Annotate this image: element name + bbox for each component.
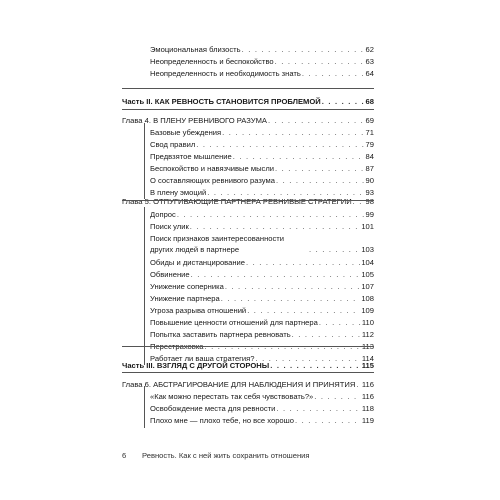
toc-entry: Унижение партнера . . . 108: [150, 293, 374, 304]
chapter-bracket: [144, 123, 145, 199]
toc-entry: Работает ли ваша стратегия? . . . 114: [150, 353, 374, 364]
toc-entry: В плену эмоций . . . 93: [150, 187, 374, 198]
divider: [122, 346, 374, 347]
toc-entry: Свод правил . . . 79: [150, 139, 374, 150]
toc-entry: Плохо мне — плохо тебе, но все хорошо . . . 119: [150, 415, 374, 426]
divider: [122, 109, 374, 110]
toc-entry: Поиск улик . . . 101: [150, 221, 374, 232]
toc-entry: Повышение ценности отношений для партнера . . . 110: [150, 317, 374, 328]
page-footer: [122, 451, 310, 460]
toc-chapter-6: Глава 6. АБСТРАГИРОВАНИЕ ДЛЯ НАБЛЮДЕНИЯ И ПРИНЯТИЯ . . . 116: [122, 379, 374, 390]
toc-entry: Эмоциональная близость . . . 62: [150, 44, 374, 55]
toc-chapter-5: Глава 5. ОТПУГИВАЮЩИЕ ПАРТНЕРА РЕВНИВЫЕ СТРАТЕГИИ . . . 98: [122, 196, 374, 207]
toc-entry: Обвинение . . . 105: [150, 269, 374, 280]
toc-entry: Освобождение места для ревности . . . 118: [150, 403, 374, 414]
toc-entry: «Как можно перестать так себя чувствовать?» . . . 116: [150, 391, 374, 402]
toc-entry: Базовые убеждения . . . 71: [150, 127, 374, 138]
divider: [122, 372, 374, 373]
toc-entry: Угроза разрыва отношений . . . 109: [150, 305, 374, 316]
toc-entry: Перестраховка . . . 113: [150, 341, 374, 352]
toc-entry: Предвзятое мышление . . . 84: [150, 151, 374, 162]
page-number: 6: [122, 451, 127, 460]
toc-entry: Неопределенность и необходимость знать . . . 64: [150, 68, 374, 79]
chapter-bracket: [144, 207, 145, 365]
running-title: Ревность. Как с ней жить сохранить отношения: [142, 451, 310, 460]
toc-part-3: Часть III. ВЗГЛЯД С ДРУГОЙ СТОРОНЫ . . . 115: [122, 360, 374, 371]
divider: [122, 200, 374, 201]
divider: [122, 88, 374, 89]
toc-chapter-4: Глава 4. В ПЛЕНУ РЕВНИВОГО РАЗУМА . . . 69: [122, 115, 374, 126]
toc-entry: Поиск признаков заинтересованности других людей в партнере . . . 103: [150, 233, 374, 255]
toc-entry: Неопределенность и беспокойство . . . 63: [150, 56, 374, 67]
chapter-bracket: [144, 386, 145, 428]
toc-entry: Допрос . . . 99: [150, 209, 374, 220]
toc-entry: Обиды и дистанцирование . . . 104: [150, 257, 374, 268]
toc-entry: Попытка заставить партнера ревновать . . . 112: [150, 329, 374, 340]
toc-entry: О составляющих ревнивого разума . . . 90: [150, 175, 374, 186]
toc-part-2: Часть II. КАК РЕВНОСТЬ СТАНОВИТСЯ ПРОБЛЕМОЙ . . . 68: [122, 96, 374, 107]
toc-entry: Беспокойство и навязчивые мысли . . . 87: [150, 163, 374, 174]
toc-entry: Унижение соперника . . . 107: [150, 281, 374, 292]
